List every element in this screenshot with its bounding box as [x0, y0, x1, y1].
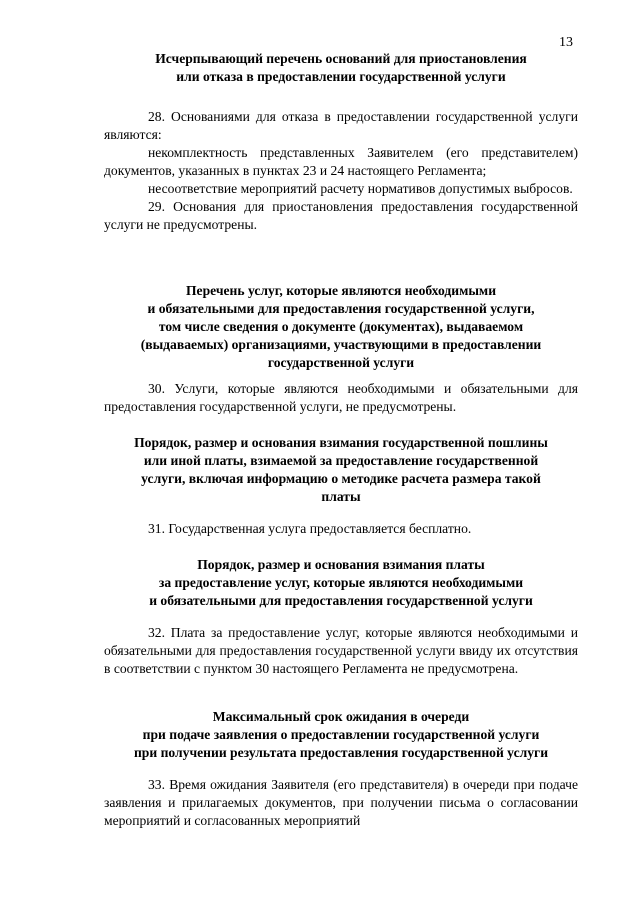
paragraph-29: 29. Основания для приостановления предоставления государственной услуги не предусмотрены.	[104, 199, 578, 232]
section-queue-time-text	[104, 776, 578, 830]
heading-grounds-refusal	[104, 50, 578, 86]
heading-state-fee	[104, 434, 578, 506]
section-grounds-text	[104, 108, 578, 234]
paragraph-31: 31. Государственная услуга предоставляется бесплатно.	[148, 521, 472, 536]
paragraph-30: 30. Услуги, которые являются необходимыми и обязательными для предоставления государственной услуги, не предусмотрены.	[104, 381, 578, 414]
section-heading: Порядок, размер и основания взимания платы за предоставление услуг, которые являются необходимыми и обязательными для предоставления государственной услуги	[149, 557, 533, 608]
section-heading: Максимальный срок ожидания в очереди при подаче заявления о предоставлении государственной услуги при получении результата предоставления государственной услуги	[133, 709, 549, 760]
section-heading: Порядок, размер и основания взимания государственной пошлины или иной платы, взимаемой за предоставление государственной услуги, включая информацию о методике расчета размера такой платы	[134, 435, 548, 504]
heading-service-fee	[104, 556, 578, 610]
heading-required-services	[104, 282, 578, 372]
section-heading: Перечень услуг, которые являются необходимыми и обязательными для предоставления государственной услуги, том числе сведения о документе (документах), выдаваемом (выдаваемых) организациями, участвующими в предоставлении государственной услуги	[140, 283, 542, 370]
paragraph-28-item-incomplete: некомплектность представленных Заявителем (его представителем) документов, указанных в пунктах 23 и 24 настоящего Регламента;	[104, 145, 578, 178]
paragraph-33: 33. Время ожидания Заявителя (его представителя) в очереди при подаче заявления и прилагаемых документов, при получении письма о согласовании мероприятий и согласованных мероприятий	[104, 777, 578, 828]
section-state-fee-text	[104, 520, 578, 538]
page-number: 13	[559, 35, 573, 50]
heading-queue-time	[104, 708, 578, 762]
section-heading: Исчерпывающий перечень оснований для приостановления или отказа в предоставлении государственной услуги	[155, 51, 527, 84]
paragraph-28-item-mismatch: несоответствие мероприятий расчету нормативов допустимых выбросов.	[148, 181, 573, 196]
section-service-fee-text	[104, 624, 578, 678]
section-required-services-text	[104, 380, 578, 416]
paragraph-28: 28. Основаниями для отказа в предоставлении государственной услуги являются:	[104, 109, 578, 142]
paragraph-32: 32. Плата за предоставление услуг, которые являются необходимыми и обязательными для предоставления государственной услуги ввиду их отсутствия в соответствии с пунктом 30 настоящего Регламента не предусмотрена.	[104, 625, 578, 676]
